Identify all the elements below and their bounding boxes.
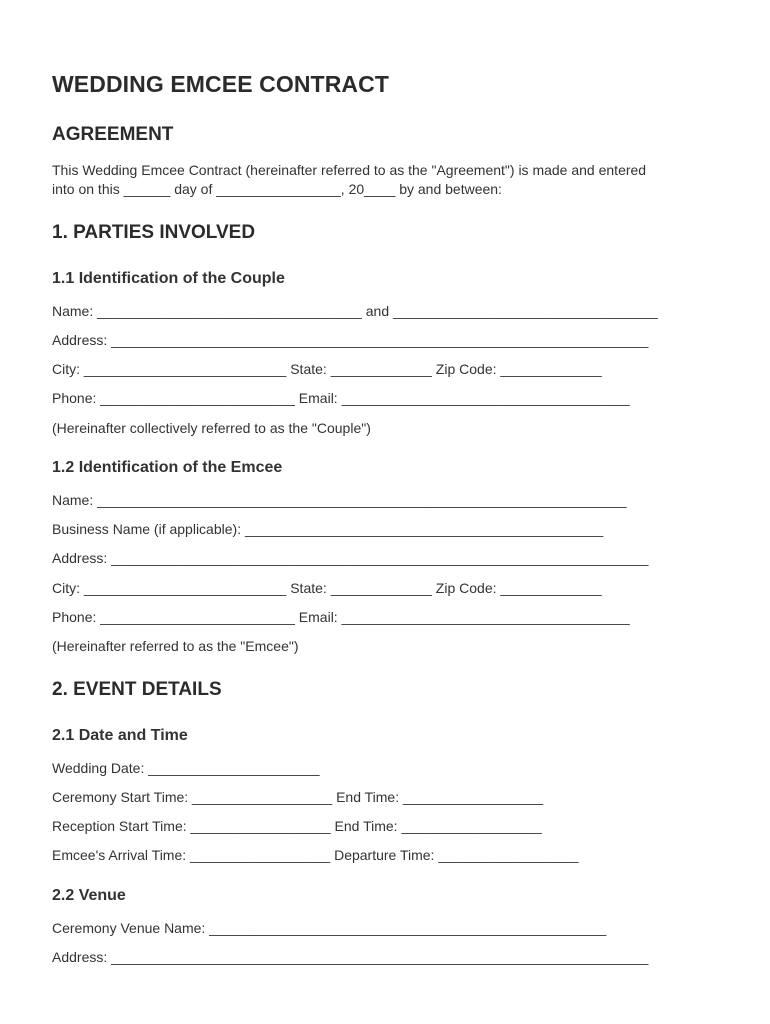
reception-time-field[interactable]: Reception Start Time: __________________ End Time: __________________ bbox=[52, 818, 542, 834]
emcee-business-name-field[interactable]: Business Name (if applicable): ______________________________________________ bbox=[52, 521, 604, 537]
couple-city-state-zip-field[interactable]: City: __________________________ State: _____________ Zip Code: _____________ bbox=[52, 361, 602, 377]
venue-heading: 2.2 Venue bbox=[52, 887, 126, 904]
ceremony-time-field[interactable]: Ceremony Start Time: __________________ End Time: __________________ bbox=[52, 789, 544, 805]
agreement-text-line-2: into on this ______ day of ________________, 20____ by and between: bbox=[52, 181, 502, 197]
couple-phone-email-field[interactable]: Phone: _________________________ Email: _____________________________________ bbox=[52, 390, 630, 406]
ceremony-venue-name-field[interactable]: Ceremony Venue Name: ___________________________________________________ bbox=[52, 920, 607, 936]
agreement-text-line-1: This Wedding Emcee Contract (hereinafter referred to as the "Agreement") is made and entered bbox=[52, 162, 647, 178]
emcee-city-state-zip-field[interactable]: City: __________________________ State: _____________ Zip Code: _____________ bbox=[52, 580, 602, 596]
emcee-address-field[interactable]: Address: _____________________________________________________________________ bbox=[52, 550, 649, 566]
venue-address-field[interactable]: Address: _____________________________________________________________________ bbox=[52, 949, 649, 965]
couple-note: (Hereinafter collectively referred to as the "Couple") bbox=[52, 420, 371, 436]
emcee-heading: 1.2 Identification of the Emcee bbox=[52, 459, 283, 476]
agreement-heading: AGREEMENT bbox=[52, 124, 174, 145]
emcee-phone-email-field[interactable]: Phone: _________________________ Email: _____________________________________ bbox=[52, 609, 630, 625]
couple-heading: 1.1 Identification of the Couple bbox=[52, 270, 285, 287]
section-1-heading: 1. PARTIES INVOLVED bbox=[52, 222, 256, 243]
couple-name-field[interactable]: Name: __________________________________ and __________________________________ bbox=[52, 303, 658, 319]
couple-address-field[interactable]: Address: _____________________________________________________________________ bbox=[52, 332, 649, 348]
emcee-arrival-departure-field[interactable]: Emcee's Arrival Time: __________________ Departure Time: __________________ bbox=[52, 847, 579, 863]
section-2-heading: 2. EVENT DETAILS bbox=[52, 679, 222, 700]
document-title: WEDDING EMCEE CONTRACT bbox=[52, 71, 389, 97]
emcee-name-field[interactable]: Name: ____________________________________________________________________ bbox=[52, 492, 627, 508]
date-time-heading: 2.1 Date and Time bbox=[52, 727, 188, 744]
emcee-note: (Hereinafter referred to as the "Emcee") bbox=[52, 638, 299, 654]
wedding-date-field[interactable]: Wedding Date: ______________________ bbox=[52, 760, 320, 776]
